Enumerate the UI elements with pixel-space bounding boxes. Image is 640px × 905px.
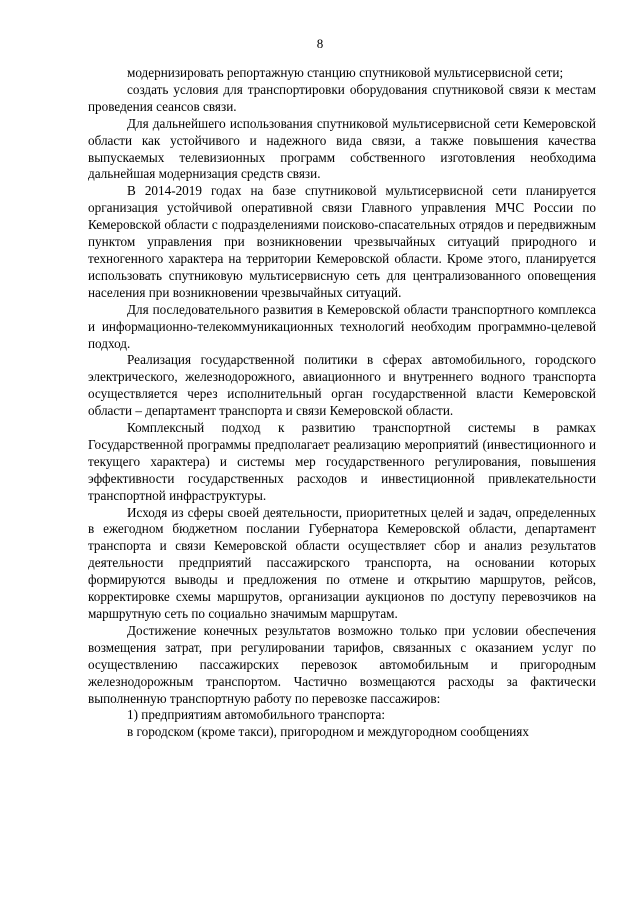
- paragraph: создать условия для транспортировки оборудования спутниковой связи к местам проведения сеансов связи.: [88, 81, 596, 114]
- paragraph: Достижение конечных результатов возможно только при условии обеспечения возмещения затрат, при регулировании тарифов, связанных с оказанием услуг по осуществлению пассажирских перевозок автомобильным и пригородным железнодорожным транспортом. Частично возмещаются расходы за фактически выполненную транспортную работу по перевозке пассажиров:: [88, 622, 596, 706]
- page-number: 8: [316, 36, 324, 51]
- document-body: [88, 65, 596, 741]
- paragraph: Для последовательного развития в Кемеровской области транспортного комплекса и информационно-телекоммуникационных технологий необходим программно-целевой подход.: [88, 301, 596, 351]
- list-item: 1) предприятиям автомобильного транспорта:: [127, 707, 386, 723]
- paragraph: Реализация государственной политики в сферах автомобильного, городского электрического, железнодорожного, авиационного и внутреннего водного транспорта осуществляется через исполнительный орган государственной власти Кемеровской области – департамент транспорта и связи Кемеровской области.: [88, 352, 596, 419]
- paragraph: в городском (кроме такси), пригородном и междугородном сообщениях: [127, 724, 529, 740]
- paragraph: В 2014-2019 годах на базе спутниковой мультисервисной сети планируется организация устойчивой оперативной связи Главного управления МЧС России по Кемеровской области с подразделениями поисково-спасательных отрядов и передвижным пунктом управления при возникновении чрезвычайных ситуаций природного и техногенного характера на территории Кемеровской области. Кроме этого, планируется использовать спутниковую мультисервисную сеть для централизованного оповещения населения при возникновении чрезвычайных ситуаций.: [88, 183, 596, 300]
- paragraph: Для дальнейшего использования спутниковой мультисервисной сети Кемеровской области как устойчивого и надежного вида связи, а также повышения качества выпускаемых телевизионных программ собственного изготовления необходима дальнейшая модернизация средств связи.: [88, 115, 596, 182]
- paragraph: Исходя из сферы своей деятельности, приоритетных целей и задач, определенных в ежегодном бюджетном послании Губернатора Кемеровской области, департамент транспорта и связи Кемеровской области осуществляет сбор и анализ результатов деятельности предприятий пассажирского транспорта, на основании которых формируются выводы и предложения по отмене и открытию маршрутов, рейсов, корректировке схемы маршрутов, организации аукционов по доступу перевозчиков на маршрутную сеть по социально значимым маршрутам.: [88, 504, 596, 621]
- paragraph: модернизировать репортажную станцию спутниковой мультисервисной сети;: [127, 65, 564, 80]
- paragraph: Комплексный подход к развитию транспортной системы в рамках Государственной программы предполагает реализацию мероприятий (инвестиционного и текущего характера) и системы мер государственного регулирования, повышения эффективности государственных расходов и инвестиционной привлекательности транспортной инфраструктуры.: [88, 420, 596, 503]
